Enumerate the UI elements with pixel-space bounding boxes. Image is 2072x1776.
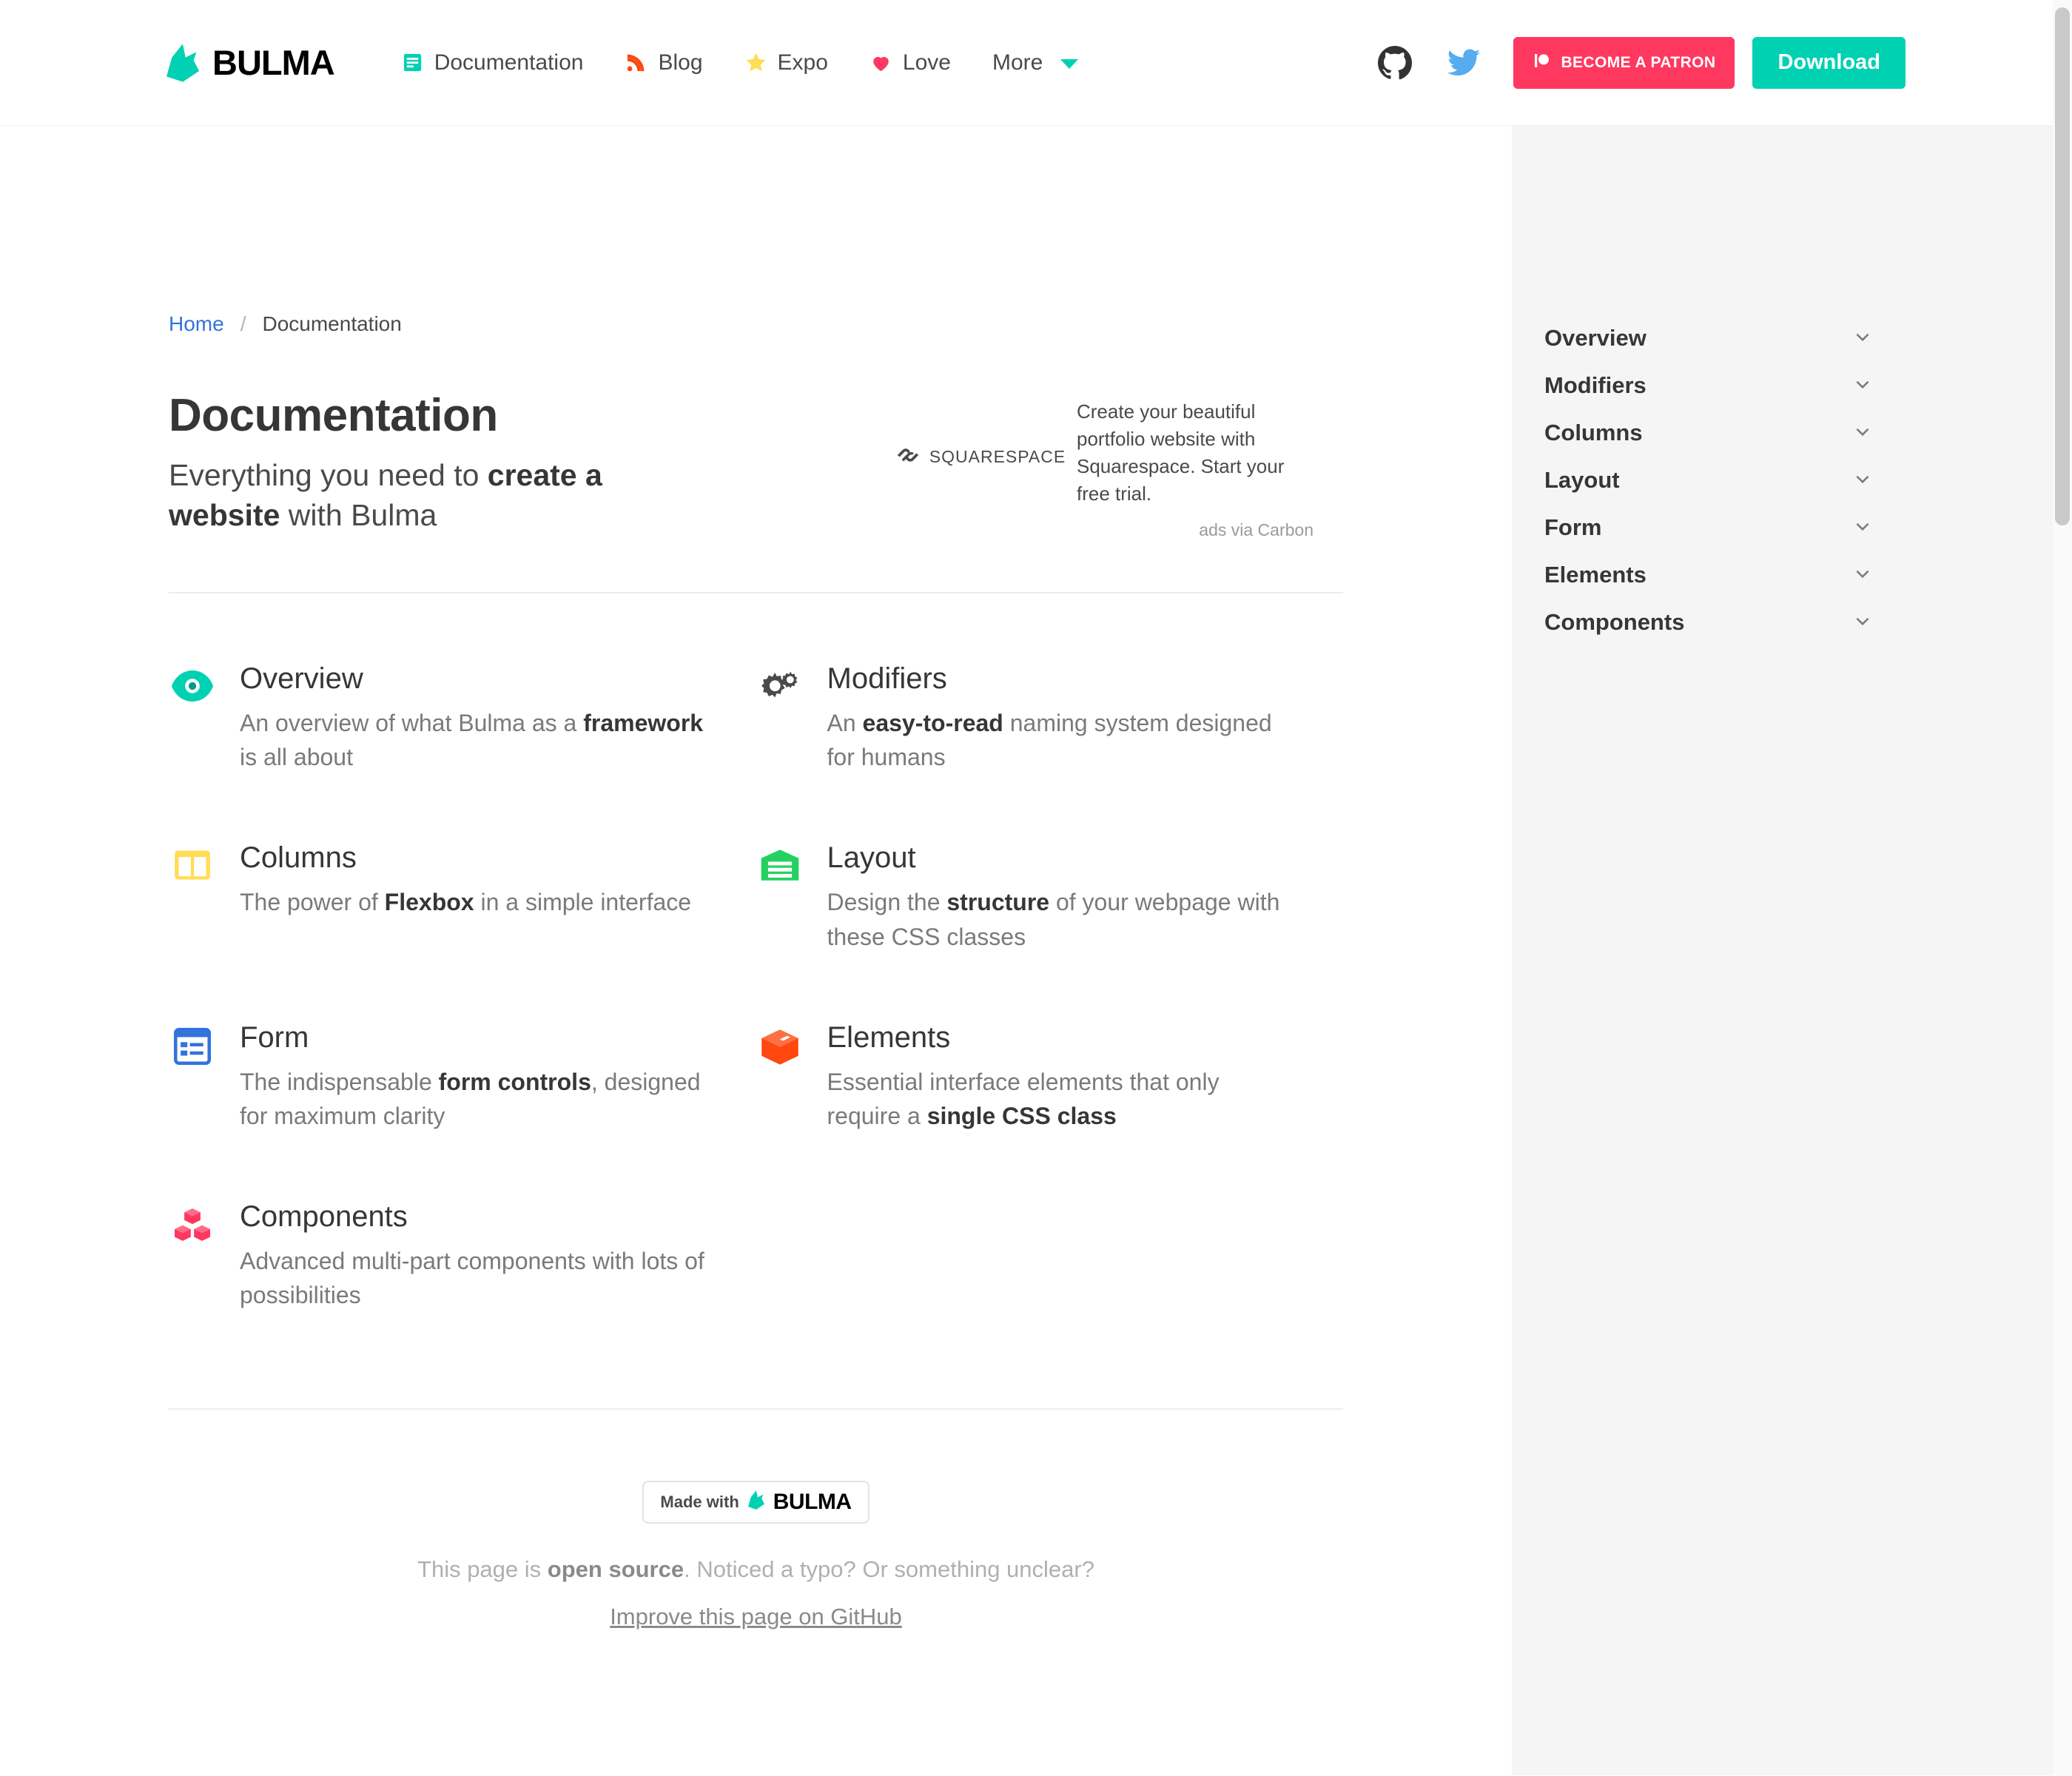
improve-page-link[interactable]: Improve this page on GitHub xyxy=(610,1603,902,1629)
card-title: Components xyxy=(240,1200,408,1233)
ad-powered-by: ads via Carbon xyxy=(1199,519,1314,539)
navbar xyxy=(0,0,2072,126)
desc-strong: structure xyxy=(946,889,1050,916)
desc-strong: Flexbox xyxy=(384,889,474,916)
docs-grid xyxy=(169,593,1343,1379)
breadcrumb-separator: / xyxy=(240,312,246,335)
github-icon[interactable] xyxy=(1361,45,1429,81)
chevron-down-icon xyxy=(1060,59,1078,69)
doc-card-overview[interactable] xyxy=(169,662,756,774)
subtitle-pre: Everything you need to xyxy=(169,458,488,492)
card-title: Columns xyxy=(240,841,357,875)
card-desc xyxy=(827,706,1299,774)
sidebar-item-overview[interactable] xyxy=(1512,314,2072,362)
bulma-logo-icon xyxy=(166,44,199,82)
nav-item-label: More xyxy=(992,50,1043,75)
desc-part: The power of xyxy=(240,889,385,916)
chevron-down-icon[interactable] xyxy=(1853,564,1872,587)
sidebar-item-label: Layout xyxy=(1544,467,1620,493)
doc-card-columns[interactable] xyxy=(169,841,756,953)
doc-card-layout[interactable] xyxy=(756,841,1344,953)
desc-strong: single CSS class xyxy=(926,1102,1117,1129)
sidebar-item-label: Components xyxy=(1544,609,1685,635)
desc-part: is all about xyxy=(240,744,353,771)
patreon-icon xyxy=(1533,52,1550,74)
desc-part: The indispensable xyxy=(240,1068,439,1095)
sidebar-item-label: Overview xyxy=(1544,325,1646,351)
desc-part: An overview of what Bulma as a xyxy=(240,710,584,737)
become-a-patron-button[interactable] xyxy=(1513,37,1735,89)
eye-icon xyxy=(169,662,216,774)
footer-text xyxy=(169,1556,1343,1583)
nav-item-label: Expo xyxy=(777,50,828,75)
card-title: Layout xyxy=(827,841,916,875)
card-desc xyxy=(240,1244,712,1312)
made-with-brand: BULMA xyxy=(773,1489,852,1514)
card-title: Form xyxy=(240,1020,309,1054)
download-button[interactable]: Download xyxy=(1752,37,1906,89)
nav-item-love[interactable] xyxy=(849,0,972,126)
ad-logo xyxy=(884,398,1077,471)
box-icon xyxy=(756,1020,804,1133)
sidebar-item-label: Form xyxy=(1544,514,1602,540)
rss-icon xyxy=(625,51,648,74)
brand-label: BULMA xyxy=(212,43,334,82)
chevron-down-icon[interactable] xyxy=(1853,327,1872,350)
twitter-icon[interactable] xyxy=(1429,45,1498,81)
nav-item-label: Blog xyxy=(658,50,703,75)
card-title: Elements xyxy=(827,1020,951,1054)
sidebar-item-elements[interactable] xyxy=(1512,551,2072,599)
sidebar-item-label: Elements xyxy=(1544,562,1646,588)
scrollbar-thumb[interactable] xyxy=(2055,7,2070,525)
sidebar-item-form[interactable] xyxy=(1512,504,2072,551)
heart-icon xyxy=(870,51,892,74)
layout-icon xyxy=(756,841,804,953)
breadcrumb-home[interactable]: Home xyxy=(169,312,224,335)
patron-label: BECOME A PATRON xyxy=(1561,53,1716,71)
sidebar-item-layout[interactable] xyxy=(1512,457,2072,504)
nav-item-label: Documentation xyxy=(434,50,584,75)
page-subtitle xyxy=(169,455,687,535)
hero xyxy=(169,336,1343,542)
desc-part: , designed for maximum clarity xyxy=(240,1068,701,1129)
card-title: Overview xyxy=(240,662,363,696)
nav-item-label: Love xyxy=(902,50,951,75)
page-title: Documentation xyxy=(169,390,498,441)
chevron-down-icon[interactable] xyxy=(1853,469,1872,492)
desc-part: in a simple interface xyxy=(474,889,692,916)
card-desc xyxy=(827,885,1299,953)
card-desc xyxy=(240,706,712,774)
doc-card-modifiers[interactable] xyxy=(756,662,1344,774)
nav-item-documentation[interactable] xyxy=(380,0,605,126)
card-desc xyxy=(240,1065,712,1133)
squarespace-icon xyxy=(895,443,921,471)
sidebar-item-modifiers[interactable] xyxy=(1512,362,2072,409)
desc-strong: framework xyxy=(583,710,704,737)
form-icon xyxy=(169,1020,216,1133)
main-content xyxy=(0,126,1512,1775)
ad-brand: SQUARESPACE xyxy=(929,447,1066,466)
subtitle-post: with Bulma xyxy=(280,498,437,533)
doc-card-components[interactable] xyxy=(169,1200,756,1312)
sidebar xyxy=(1512,126,2072,1775)
desc-part: Advanced multi-part components with lots of possibilities xyxy=(240,1247,704,1308)
nav-items xyxy=(380,0,1100,126)
footer xyxy=(169,1410,1343,1630)
card-desc xyxy=(240,885,712,919)
subtitle-strong: create a website xyxy=(169,458,602,533)
desc-part: Essential interface elements that only require a xyxy=(827,1068,1220,1129)
columns-icon xyxy=(169,841,216,953)
nav-item-blog[interactable] xyxy=(604,0,723,126)
desc-part: An xyxy=(827,710,863,737)
carbon-ad[interactable] xyxy=(884,389,1343,542)
breadcrumb xyxy=(169,126,1343,336)
scrollbar[interactable] xyxy=(2053,0,2072,1776)
navbar-right xyxy=(1361,37,1906,89)
desc-part: of your webpage with these CSS classes xyxy=(827,889,1280,950)
chevron-down-icon[interactable] xyxy=(1853,374,1872,397)
ad-text-block xyxy=(1077,398,1314,542)
page-body xyxy=(0,126,2072,1775)
made-with-bulma-badge[interactable] xyxy=(642,1481,869,1524)
footer-text-pre: This page is xyxy=(417,1555,548,1582)
sidebar-item-label: Modifiers xyxy=(1544,372,1646,398)
footer-text-post: . Noticed a typo? Or something unclear? xyxy=(684,1555,1094,1582)
doc-card-elements[interactable] xyxy=(756,1020,1344,1133)
desc-strong: form controls xyxy=(438,1068,591,1095)
cubes-icon xyxy=(169,1200,216,1312)
card-desc xyxy=(827,1065,1299,1133)
doc-card-form[interactable] xyxy=(169,1020,756,1133)
desc-part: Design the xyxy=(827,889,947,916)
sidebar-item-label: Columns xyxy=(1544,420,1643,445)
star-icon xyxy=(744,51,767,74)
nav-item-expo[interactable] xyxy=(724,0,849,126)
footer-text-strong: open source xyxy=(547,1555,684,1582)
desc-strong: easy-to-read xyxy=(862,710,1003,737)
ad-text: Create your beautiful portfolio website with Squarespace. Start your free trial. xyxy=(1077,400,1285,505)
sidebar-item-components[interactable] xyxy=(1512,599,2072,646)
sidebar-item-columns[interactable] xyxy=(1512,409,2072,457)
made-with-label: Made with xyxy=(660,1492,739,1511)
nav-item-more[interactable] xyxy=(972,0,1099,126)
desc-part: naming system designed for humans xyxy=(827,710,1272,771)
chevron-down-icon[interactable] xyxy=(1853,611,1872,634)
chevron-down-icon[interactable] xyxy=(1853,422,1872,445)
breadcrumb-current: Documentation xyxy=(262,312,402,335)
card-title: Modifiers xyxy=(827,662,947,696)
cogs-icon xyxy=(756,662,804,774)
bulma-logo-icon xyxy=(748,1490,764,1513)
brand[interactable] xyxy=(166,42,334,83)
book-icon xyxy=(401,51,424,74)
chevron-down-icon[interactable] xyxy=(1853,517,1872,539)
